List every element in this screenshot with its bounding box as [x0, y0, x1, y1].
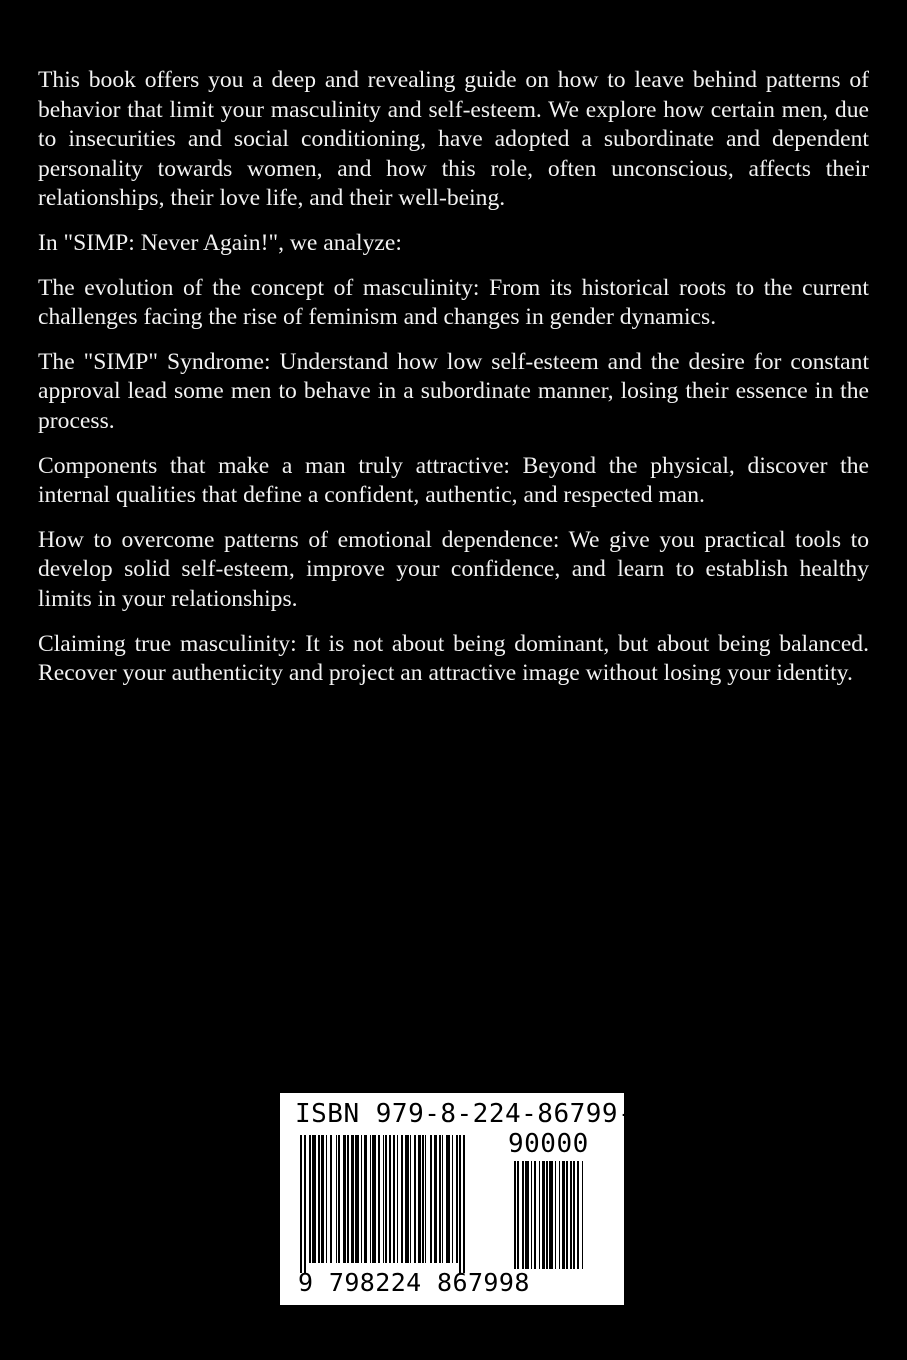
topic-paragraph-attractive-components: Components that make a man truly attractive: Beyond the physical, discover the internal qualities that define a confident, authentic, and respected man. [38, 452, 869, 509]
barcode-bar [463, 1135, 465, 1273]
barcode-bar [573, 1161, 575, 1269]
barcode-bar [559, 1161, 560, 1269]
barcode-bar [405, 1135, 409, 1263]
barcode-bar [577, 1161, 579, 1269]
barcode-bar [570, 1161, 572, 1269]
barcode-bar [442, 1135, 443, 1263]
barcode-bar [309, 1135, 311, 1263]
barcode-bar [517, 1161, 519, 1269]
barcode-bar [397, 1135, 398, 1263]
barcode-bar [361, 1135, 362, 1263]
barcode-bar [422, 1135, 424, 1263]
barcode-bar [555, 1161, 556, 1269]
barcode-bar [401, 1135, 403, 1263]
barcode-bar [304, 1135, 306, 1273]
barcode-bar [410, 1135, 411, 1263]
barcode-bar [425, 1135, 426, 1263]
barcode-bar [389, 1135, 391, 1263]
barcode-bar [336, 1135, 337, 1263]
isbn-label: ISBN 979-8-224-86799-8 [295, 1099, 651, 1129]
topic-paragraph-true-masculinity: Claiming true masculinity: It is not about being dominant, but about being balanced. Recover your authenticity and project an attractive image without losing your identity. [38, 630, 869, 687]
barcode-bar [534, 1161, 536, 1269]
barcode-bar [546, 1161, 548, 1269]
barcode-bar [372, 1135, 376, 1263]
topic-paragraph-simp-syndrome: The "SIMP" Syndrome: Understand how low self-esteem and the desire for constant approval lead some men to behave in a subordinate manner, losing their essence in the process. [38, 348, 869, 434]
intro-paragraph: This book offers you a deep and revealing guide on how to leave behind patterns of behavior that limit your masculinity and self-esteem. We explore how certain men, due to insecurities and social conditioning, have adopted a subordinate and dependent personality towards women, and how this role, often unconscious, affects their relationships, their love life, and their well-being. [38, 67, 869, 212]
ean-digits: 9 798224 867998 [298, 1268, 530, 1297]
ean-barcode-bars [300, 1135, 500, 1275]
barcode-bar [430, 1135, 432, 1263]
barcode-bar [439, 1135, 441, 1263]
addon-barcode-bars [514, 1161, 610, 1273]
barcode-bar [364, 1135, 367, 1263]
barcode-bar [312, 1135, 316, 1263]
barcode-bar [321, 1135, 324, 1263]
analysis-lead-paragraph: In "SIMP: Never Again!", we analyze: [38, 229, 402, 256]
barcode-bar [347, 1135, 349, 1263]
barcode-bar [459, 1135, 461, 1273]
barcode-bar [330, 1135, 332, 1263]
barcode-bar [434, 1135, 437, 1263]
barcode-bar [326, 1135, 327, 1263]
isbn-barcode [280, 1093, 651, 1305]
barcode-bar [385, 1135, 387, 1263]
barcode-bar [418, 1135, 421, 1263]
barcode-bar [393, 1135, 395, 1263]
barcode-bar [370, 1135, 371, 1263]
barcode-bar [525, 1161, 529, 1269]
barcode-bar [582, 1161, 583, 1269]
barcode-bar [383, 1135, 384, 1263]
barcode-bar [542, 1161, 545, 1269]
topic-paragraph-masculinity-evolution: The evolution of the concept of masculinity: From its historical roots to the current challenges facing the rise of feminism and changes in gender dynamics. [38, 274, 869, 331]
barcode-bar [539, 1161, 540, 1269]
barcode-bar [522, 1161, 524, 1269]
barcode-bar [562, 1161, 565, 1269]
barcode-bar [343, 1135, 346, 1263]
back-cover-blurb [38, 66, 869, 704]
barcode-bar [355, 1135, 359, 1263]
barcode-bar [300, 1135, 302, 1273]
barcode-bar [351, 1135, 354, 1263]
barcode-bar [378, 1135, 380, 1263]
barcode-bar [549, 1161, 553, 1269]
barcode-bar [318, 1135, 320, 1263]
barcode-bar [531, 1161, 532, 1269]
barcode-bar [338, 1135, 340, 1263]
topic-paragraph-emotional-dependence: How to overcome patterns of emotional dependence: We give you practical tools to develop solid self-esteem, improve your confidence, and learn to establish healthy limits in your relationships. [38, 526, 869, 612]
barcode-bar [452, 1135, 453, 1263]
barcode-bar [446, 1135, 450, 1263]
barcode-bar [566, 1161, 568, 1269]
barcode-bar [514, 1161, 516, 1269]
price-code: 90000 [508, 1129, 589, 1159]
barcode-bar [414, 1135, 416, 1263]
barcode-bar [456, 1135, 458, 1263]
